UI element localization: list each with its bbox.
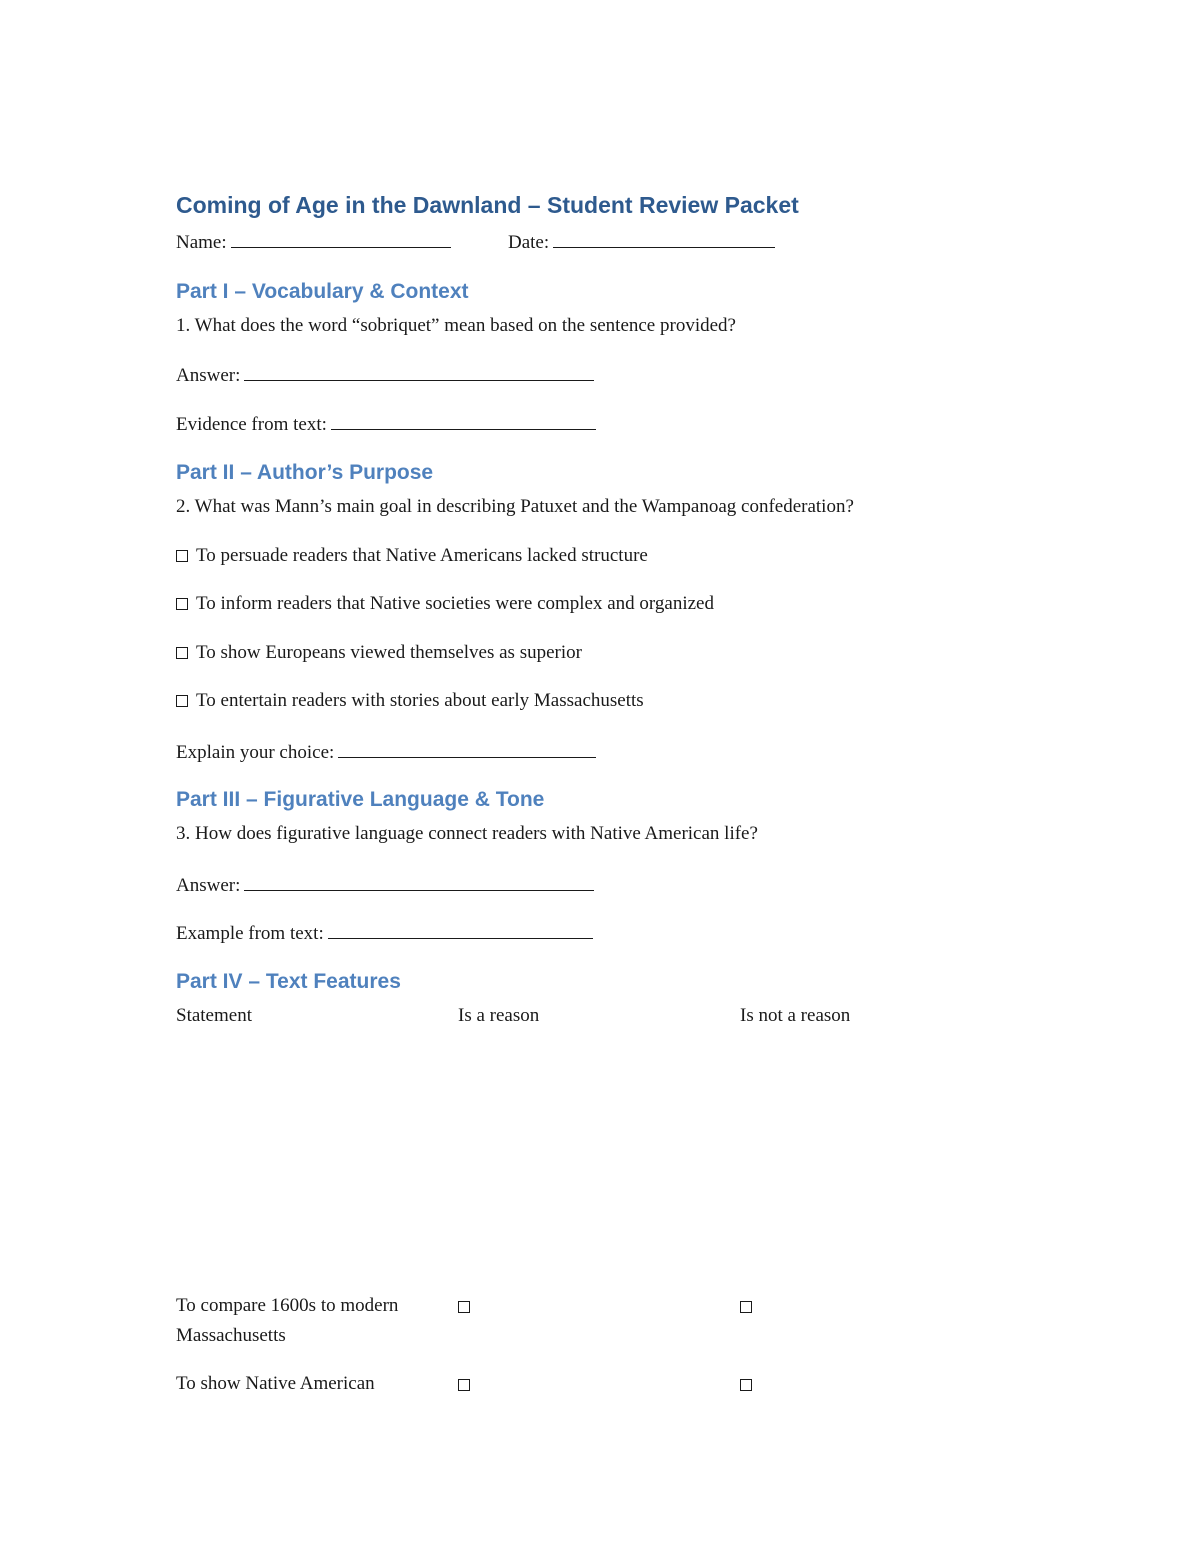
option-label: To persuade readers that Native Americans lacked structure <box>196 545 648 566</box>
checkbox[interactable] <box>176 647 188 659</box>
table-row-statement: To show Native American <box>176 1373 375 1394</box>
part3-question: 3. How does figurative language connect readers with Native American life? <box>176 823 758 844</box>
option-item[interactable] <box>176 592 714 616</box>
option-label: To inform readers that Native societies were complex and organized <box>196 593 714 614</box>
part3-heading: Part III – Figurative Language & Tone <box>176 788 545 811</box>
part1-answer-field[interactable] <box>176 362 594 388</box>
checkbox[interactable] <box>176 695 188 707</box>
name-field[interactable] <box>176 229 451 255</box>
checkbox[interactable] <box>176 598 188 610</box>
explain-blank[interactable] <box>338 739 596 758</box>
example-label: Example from text: <box>176 923 324 944</box>
answer-blank[interactable] <box>244 872 594 891</box>
date-label: Date: <box>508 232 550 253</box>
is-reason-checkbox-cell[interactable] <box>458 1295 478 1319</box>
part3-answer-field[interactable] <box>176 872 594 898</box>
part1-question: 1. What does the word “sobriquet” mean based on the sentence provided? <box>176 315 736 336</box>
checkbox[interactable] <box>176 550 188 562</box>
answer-label: Answer: <box>176 365 241 386</box>
is-not-reason-checkbox-cell[interactable] <box>740 1373 760 1397</box>
option-item[interactable] <box>176 689 644 713</box>
date-field[interactable] <box>508 229 775 255</box>
checkbox[interactable] <box>740 1301 752 1313</box>
evidence-blank[interactable] <box>331 411 596 430</box>
document-title: Coming of Age in the Dawnland – Student Review Packet <box>176 192 799 218</box>
name-blank[interactable] <box>231 229 451 248</box>
checkbox[interactable] <box>458 1379 470 1391</box>
checkbox[interactable] <box>458 1301 470 1313</box>
example-blank[interactable] <box>328 920 593 939</box>
part4-heading: Part IV – Text Features <box>176 970 401 993</box>
option-label: To entertain readers with stories about early Massachusetts <box>196 690 644 711</box>
table-row-statement: To compare 1600s to modern Massachusetts <box>176 1295 399 1346</box>
evidence-label: Evidence from text: <box>176 414 327 435</box>
column-header-is-reason: Is a reason <box>458 1005 540 1026</box>
part2-heading: Part II – Author’s Purpose <box>176 461 434 484</box>
explain-label: Explain your choice: <box>176 742 335 763</box>
name-label: Name: <box>176 232 227 253</box>
part1-heading: Part I – Vocabulary & Context <box>176 280 469 303</box>
answer-blank[interactable] <box>244 362 594 381</box>
part2-explain-field[interactable] <box>176 739 596 765</box>
part1-evidence-field[interactable] <box>176 411 596 437</box>
column-header-is-not-reason: Is not a reason <box>740 1005 851 1026</box>
answer-label: Answer: <box>176 875 241 896</box>
is-not-reason-checkbox-cell[interactable] <box>740 1295 760 1319</box>
column-header-statement: Statement <box>176 1005 252 1026</box>
is-reason-checkbox-cell[interactable] <box>458 1373 478 1397</box>
option-item[interactable] <box>176 544 648 568</box>
option-item[interactable] <box>176 641 582 665</box>
checkbox[interactable] <box>740 1379 752 1391</box>
date-blank[interactable] <box>553 229 775 248</box>
part3-example-field[interactable] <box>176 920 593 946</box>
part2-question: 2. What was Mann’s main goal in describing Patuxet and the Wampanoag confederation? <box>176 496 854 517</box>
option-label: To show Europeans viewed themselves as superior <box>196 642 582 663</box>
